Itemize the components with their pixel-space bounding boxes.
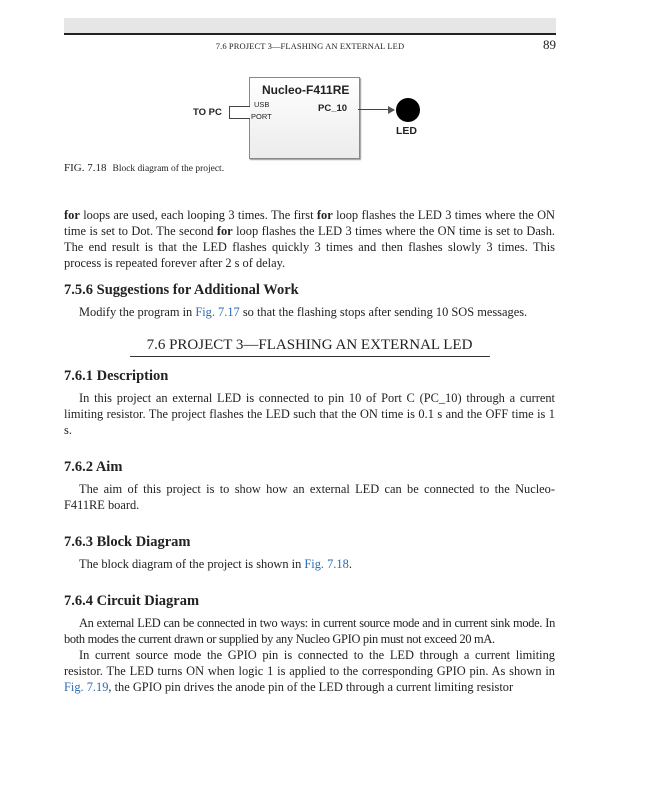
to-pc-label: TO PC <box>193 107 222 118</box>
text: loop flashes the LED 3 times where the ON time is set to Dot. The second <box>64 208 555 238</box>
figure-link[interactable]: Fig. 7.17 <box>195 305 240 319</box>
text: The block diagram of the project is shown in <box>79 557 305 571</box>
code-keyword: for <box>216 224 233 238</box>
caption-text: Block diagram of the project. <box>112 164 225 174</box>
page-number: 89 <box>543 37 556 52</box>
port-label: PORT <box>251 112 272 121</box>
paragraph <box>64 207 555 271</box>
text: Modify the program in <box>79 305 196 319</box>
figure-link[interactable]: Fig. 7.19 <box>64 680 109 694</box>
text: . <box>348 557 352 571</box>
paragraph <box>64 304 555 320</box>
code-keyword: for <box>316 208 333 222</box>
section-heading: 7.6.4 Circuit Diagram <box>64 593 200 609</box>
text: loops are used, each looping 3 times. The first <box>79 208 317 222</box>
text: so that the flashing stops after sending 10 SOS messages. <box>239 305 528 319</box>
paragraph: The aim of this project is to show how an external LED can be connected to the Nucleo-F411RE board. <box>64 482 555 512</box>
section-heading: 7.6.2 Aim <box>64 459 123 475</box>
paragraph: In this project an external LED is connected to pin 10 of Port C (PC_10) through a current limiting resistor. The project flashes the LED such that the ON time is 0.1 s and the OFF time is 1 s. <box>64 391 555 437</box>
board-label: Nucleo-F411RE <box>262 83 350 97</box>
caption-number: FIG. 7.18 <box>64 162 107 174</box>
section-heading: 7.6.1 Description <box>64 368 169 384</box>
text: In current source mode the GPIO pin is connected to the LED through a current limiting resistor. The LED turns ON when logic 1 is applied to the corresponding GPIO pin. As shown in <box>64 648 555 678</box>
body-text <box>64 0 555 715</box>
figure-link[interactable]: Fig. 7.18 <box>304 557 349 571</box>
paragraph <box>64 556 555 572</box>
usb-label: USB <box>254 100 270 109</box>
led-label: LED <box>396 125 417 137</box>
pin-label: PC_10 <box>318 103 348 114</box>
paragraph <box>64 647 555 695</box>
paragraph: An external LED can be connected in two ways: in current source mode and in current sink mode. In both modes the current drawn or supplied by any Nucleo GPIO pin must not exceed 20 mA. <box>64 616 555 646</box>
chapter-section-heading: 7.6 PROJECT 3—FLASHING AN EXTERNAL LED <box>130 336 490 357</box>
running-header: 7.6 PROJECT 3—FLASHING AN EXTERNAL LED <box>215 41 405 51</box>
text: loop flashes the LED 3 times where the ON time is set to Dash. The end result is that the LED flashes quickly 3 times and then flashes slowly 3 times. This process is repeated forever after 2 s of delay. <box>64 224 555 270</box>
code-keyword: for <box>64 208 80 222</box>
section-heading: 7.6.3 Block Diagram <box>64 534 191 550</box>
section-heading: 7.5.6 Suggestions for Additional Work <box>64 282 299 298</box>
text: , the GPIO pin drives the anode pin of the LED through a current limiting resistor <box>108 680 514 694</box>
